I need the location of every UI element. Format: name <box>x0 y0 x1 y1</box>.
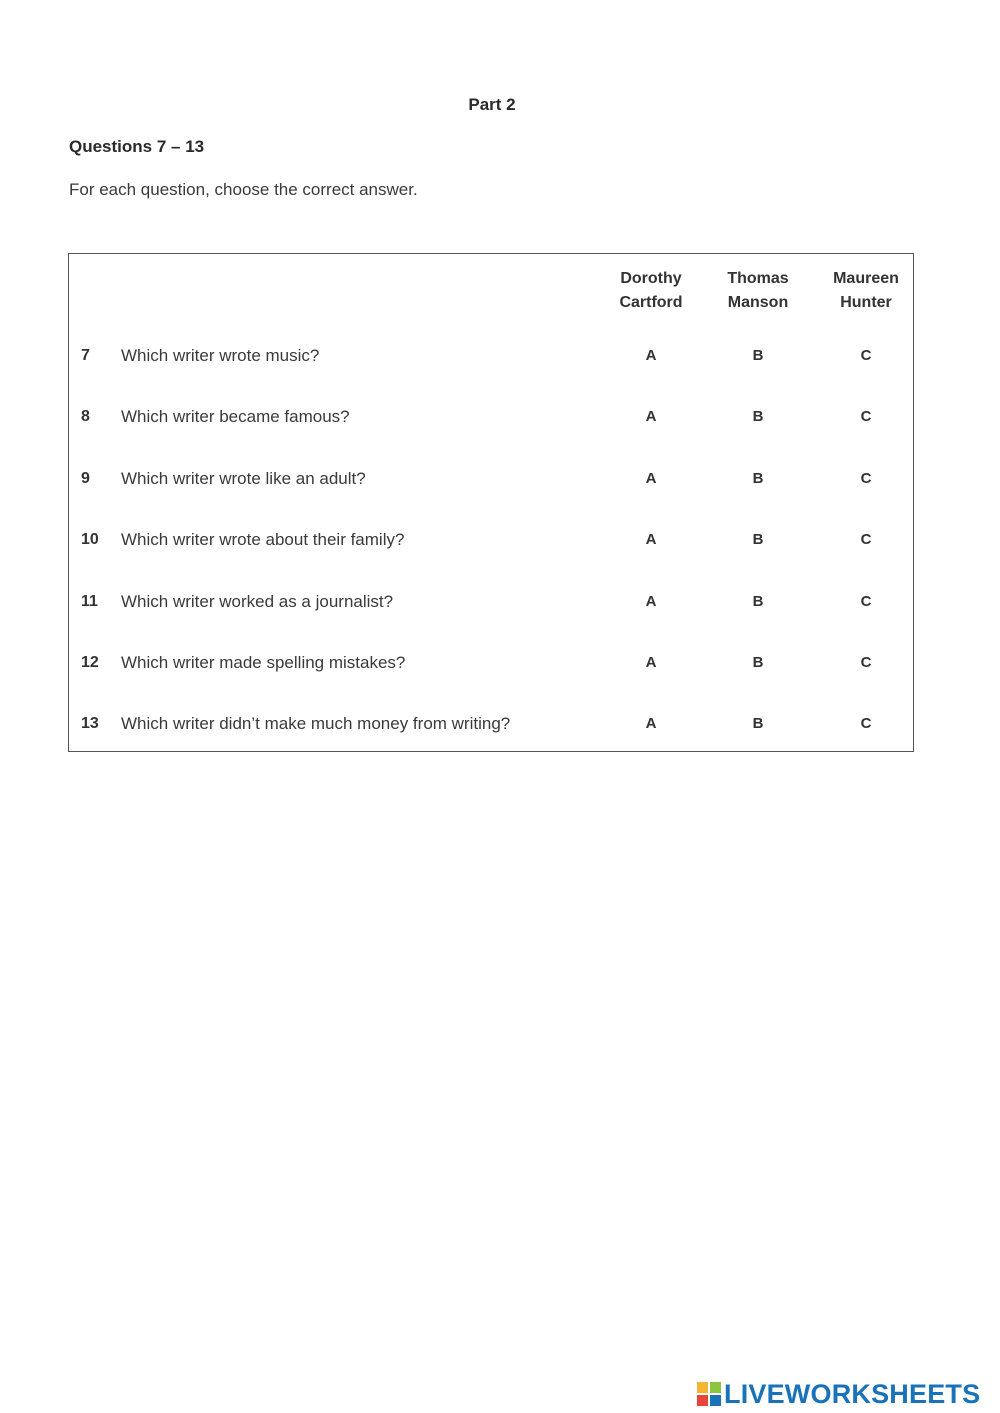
writer-first-name: Dorothy <box>620 270 682 287</box>
option-a[interactable]: A <box>645 654 657 671</box>
option-c[interactable]: C <box>860 593 872 610</box>
question-number: 10 <box>81 531 99 548</box>
option-c[interactable]: C <box>860 531 872 548</box>
option-b[interactable]: B <box>752 715 764 732</box>
question-row-12 <box>69 648 913 678</box>
option-b[interactable]: B <box>752 531 764 548</box>
option-c[interactable]: C <box>860 715 872 732</box>
part-title: Part 2 <box>468 95 516 114</box>
instructions: For each question, choose the correct answer. <box>69 180 418 199</box>
question-number: 8 <box>81 408 90 425</box>
question-row-7 <box>69 341 913 371</box>
option-a[interactable]: A <box>645 470 657 487</box>
writer-last-name: Hunter <box>840 294 892 311</box>
question-text: Which writer made spelling mistakes? <box>121 653 406 672</box>
question-row-13 <box>69 709 913 739</box>
option-b[interactable]: B <box>752 408 764 425</box>
question-number: 12 <box>81 654 99 671</box>
question-row-11 <box>69 587 913 617</box>
option-b[interactable]: B <box>752 593 764 610</box>
writer-header-a <box>596 267 706 315</box>
liveworksheets-logo-icon <box>697 1382 721 1406</box>
option-b[interactable]: B <box>752 347 764 364</box>
logo-text: LIVEWORKSHEETS <box>724 1378 981 1409</box>
option-c[interactable]: C <box>860 408 872 425</box>
option-c[interactable]: C <box>860 654 872 671</box>
option-a[interactable]: A <box>645 715 657 732</box>
question-number: 11 <box>81 593 98 610</box>
question-table <box>68 253 914 752</box>
option-c[interactable]: C <box>860 470 872 487</box>
question-row-9 <box>69 464 913 494</box>
question-row-10 <box>69 525 913 555</box>
writer-last-name: Manson <box>727 294 789 311</box>
question-text: Which writer worked as a journalist? <box>121 592 394 611</box>
question-text: Which writer became famous? <box>121 407 350 426</box>
question-text: Which writer wrote about their family? <box>121 530 405 549</box>
option-c[interactable]: C <box>860 347 872 364</box>
liveworksheets-logo <box>697 1380 980 1408</box>
writer-first-name: Thomas <box>727 270 789 287</box>
option-a[interactable]: A <box>645 593 657 610</box>
question-text: Which writer wrote like an adult? <box>121 469 366 488</box>
question-number: 7 <box>81 347 90 364</box>
option-a[interactable]: A <box>645 347 657 364</box>
option-b[interactable]: B <box>752 470 764 487</box>
question-text: Which writer wrote music? <box>121 346 320 365</box>
option-a[interactable]: A <box>645 408 657 425</box>
writer-last-name: Cartford <box>619 294 683 311</box>
question-text: Which writer didn’t make much money from writing? <box>121 714 511 733</box>
writer-header-b <box>703 267 813 315</box>
option-b[interactable]: B <box>752 654 764 671</box>
questions-range: Questions 7 – 13 <box>69 137 205 156</box>
option-a[interactable]: A <box>645 531 657 548</box>
writer-header-c <box>811 267 921 315</box>
question-number: 9 <box>81 470 90 487</box>
question-row-8 <box>69 402 913 432</box>
writer-first-name: Maureen <box>833 270 899 287</box>
question-number: 13 <box>81 715 99 732</box>
